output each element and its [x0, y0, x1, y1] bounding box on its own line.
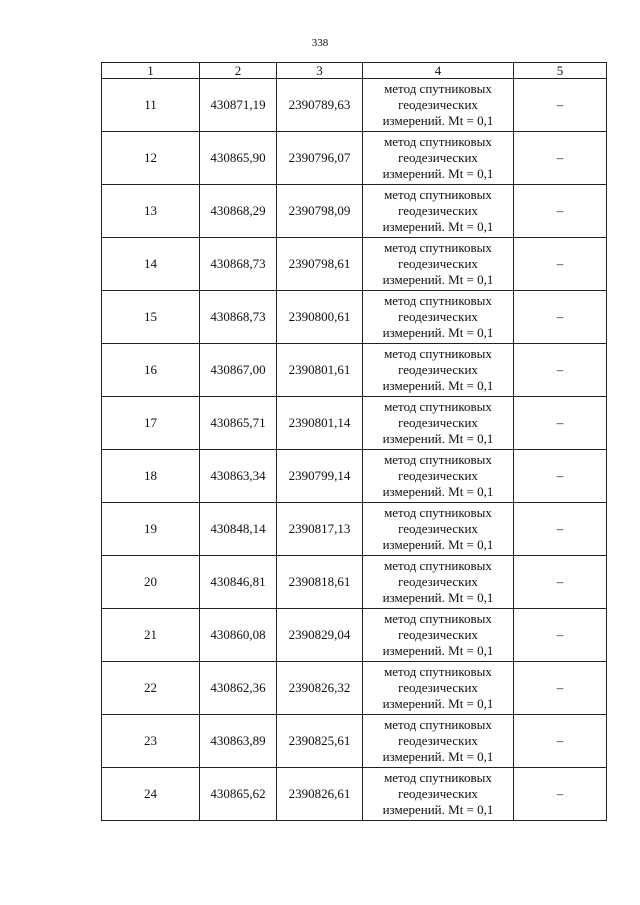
- method-text-line: метод спутниковых: [384, 611, 492, 626]
- method-text-line: метод спутниковых: [384, 399, 492, 414]
- y-coordinate-cell: 2390801,14: [277, 397, 363, 450]
- method-cell: [363, 291, 514, 344]
- y-coordinate-cell: 2390789,63: [277, 79, 363, 132]
- point-number-cell: 16: [102, 344, 200, 397]
- method-text-line: геодезических: [398, 256, 478, 271]
- method-cell: [363, 662, 514, 715]
- note-cell: –: [514, 79, 607, 132]
- point-number-cell: 20: [102, 556, 200, 609]
- y-coordinate-cell: 2390801,61: [277, 344, 363, 397]
- point-number-cell: 15: [102, 291, 200, 344]
- method-text-line: измерений. Mt = 0,1: [382, 643, 494, 658]
- x-coordinate-cell: 430846,81: [200, 556, 277, 609]
- note-cell: –: [514, 556, 607, 609]
- note-cell: –: [514, 397, 607, 450]
- method-text-line: измерений. Mt = 0,1: [382, 272, 494, 287]
- table-row: [102, 768, 607, 821]
- point-number-cell: 19: [102, 503, 200, 556]
- note-cell: –: [514, 344, 607, 397]
- method-text-line: геодезических: [398, 468, 478, 483]
- method-text-line: метод спутниковых: [384, 505, 492, 520]
- method-cell: [363, 344, 514, 397]
- x-coordinate-cell: 430865,90: [200, 132, 277, 185]
- method-text-line: измерений. Mt = 0,1: [382, 325, 494, 340]
- point-number-cell: 22: [102, 662, 200, 715]
- method-text-line: метод спутниковых: [384, 717, 492, 732]
- table-row: [102, 450, 607, 503]
- method-text-line: метод спутниковых: [384, 558, 492, 573]
- y-coordinate-cell: 2390799,14: [277, 450, 363, 503]
- method-text-line: измерений. Mt = 0,1: [382, 113, 494, 128]
- note-cell: –: [514, 768, 607, 821]
- method-text-line: метод спутниковых: [384, 134, 492, 149]
- method-cell: [363, 609, 514, 662]
- table-row: [102, 344, 607, 397]
- header-col-2: 2: [200, 63, 277, 79]
- y-coordinate-cell: 2390829,04: [277, 609, 363, 662]
- header-col-1: 1: [102, 63, 200, 79]
- y-coordinate-cell: 2390798,61: [277, 238, 363, 291]
- method-text-line: измерений. Mt = 0,1: [382, 537, 494, 552]
- method-cell: [363, 132, 514, 185]
- method-text-line: геодезических: [398, 627, 478, 642]
- note-cell: –: [514, 238, 607, 291]
- method-text-line: измерений. Mt = 0,1: [382, 484, 494, 499]
- header-col-3: 3: [277, 63, 363, 79]
- method-text-line: метод спутниковых: [384, 293, 492, 308]
- method-cell: [363, 397, 514, 450]
- y-coordinate-cell: 2390800,61: [277, 291, 363, 344]
- table-row: [102, 79, 607, 132]
- note-cell: –: [514, 132, 607, 185]
- point-number-cell: 14: [102, 238, 200, 291]
- method-text-line: геодезических: [398, 521, 478, 536]
- method-text-line: метод спутниковых: [384, 664, 492, 679]
- note-cell: –: [514, 609, 607, 662]
- table-row: [102, 238, 607, 291]
- x-coordinate-cell: 430848,14: [200, 503, 277, 556]
- method-cell: [363, 768, 514, 821]
- note-cell: –: [514, 715, 607, 768]
- method-text-line: метод спутниковых: [384, 346, 492, 361]
- method-text-line: геодезических: [398, 362, 478, 377]
- method-text-line: метод спутниковых: [384, 240, 492, 255]
- x-coordinate-cell: 430868,73: [200, 238, 277, 291]
- method-text-line: измерений. Mt = 0,1: [382, 219, 494, 234]
- y-coordinate-cell: 2390818,61: [277, 556, 363, 609]
- point-number-cell: 13: [102, 185, 200, 238]
- x-coordinate-cell: 430863,89: [200, 715, 277, 768]
- y-coordinate-cell: 2390825,61: [277, 715, 363, 768]
- method-text-line: метод спутниковых: [384, 452, 492, 467]
- method-text-line: геодезических: [398, 574, 478, 589]
- table-row: [102, 609, 607, 662]
- method-text-line: метод спутниковых: [384, 81, 492, 96]
- x-coordinate-cell: 430865,71: [200, 397, 277, 450]
- x-coordinate-cell: 430867,00: [200, 344, 277, 397]
- method-text-line: геодезических: [398, 150, 478, 165]
- table-row: [102, 291, 607, 344]
- page-number: 338: [311, 37, 329, 49]
- point-number-cell: 11: [102, 79, 200, 132]
- y-coordinate-cell: 2390826,32: [277, 662, 363, 715]
- y-coordinate-cell: 2390826,61: [277, 768, 363, 821]
- method-cell: [363, 503, 514, 556]
- y-coordinate-cell: 2390796,07: [277, 132, 363, 185]
- table-row: [102, 715, 607, 768]
- x-coordinate-cell: 430871,19: [200, 79, 277, 132]
- point-number-cell: 18: [102, 450, 200, 503]
- table-row: [102, 132, 607, 185]
- method-cell: [363, 715, 514, 768]
- method-cell: [363, 79, 514, 132]
- method-text-line: геодезических: [398, 97, 478, 112]
- table-row: [102, 185, 607, 238]
- method-text-line: измерений. Mt = 0,1: [382, 378, 494, 393]
- method-cell: [363, 185, 514, 238]
- table-row: [102, 556, 607, 609]
- method-text-line: измерений. Mt = 0,1: [382, 696, 494, 711]
- method-text-line: метод спутниковых: [384, 187, 492, 202]
- header-row: [102, 63, 607, 79]
- note-cell: –: [514, 503, 607, 556]
- point-number-cell: 23: [102, 715, 200, 768]
- point-number-cell: 12: [102, 132, 200, 185]
- header-col-5: 5: [514, 63, 607, 79]
- method-text-line: измерений. Mt = 0,1: [382, 749, 494, 764]
- method-cell: [363, 238, 514, 291]
- method-text-line: геодезических: [398, 415, 478, 430]
- note-cell: –: [514, 662, 607, 715]
- x-coordinate-cell: 430860,08: [200, 609, 277, 662]
- method-text-line: геодезических: [398, 203, 478, 218]
- x-coordinate-cell: 430868,29: [200, 185, 277, 238]
- method-text-line: геодезических: [398, 786, 478, 801]
- method-text-line: измерений. Mt = 0,1: [382, 590, 494, 605]
- method-text-line: геодезических: [398, 733, 478, 748]
- table-body: [102, 79, 607, 821]
- table-row: [102, 662, 607, 715]
- method-text-line: измерений. Mt = 0,1: [382, 431, 494, 446]
- method-text-line: измерений. Mt = 0,1: [382, 166, 494, 181]
- note-cell: –: [514, 450, 607, 503]
- note-cell: –: [514, 185, 607, 238]
- x-coordinate-cell: 430868,73: [200, 291, 277, 344]
- point-number-cell: 21: [102, 609, 200, 662]
- point-number-cell: 17: [102, 397, 200, 450]
- method-text-line: геодезических: [398, 309, 478, 324]
- method-cell: [363, 450, 514, 503]
- method-cell: [363, 556, 514, 609]
- y-coordinate-cell: 2390798,09: [277, 185, 363, 238]
- table-row: [102, 503, 607, 556]
- table-header: [102, 63, 607, 79]
- header-col-4: 4: [363, 63, 514, 79]
- point-number-cell: 24: [102, 768, 200, 821]
- coordinates-table: [101, 62, 607, 821]
- y-coordinate-cell: 2390817,13: [277, 503, 363, 556]
- method-text-line: метод спутниковых: [384, 770, 492, 785]
- x-coordinate-cell: 430863,34: [200, 450, 277, 503]
- note-cell: –: [514, 291, 607, 344]
- method-text-line: геодезических: [398, 680, 478, 695]
- table-row: [102, 397, 607, 450]
- x-coordinate-cell: 430865,62: [200, 768, 277, 821]
- method-text-line: измерений. Mt = 0,1: [382, 802, 494, 817]
- x-coordinate-cell: 430862,36: [200, 662, 277, 715]
